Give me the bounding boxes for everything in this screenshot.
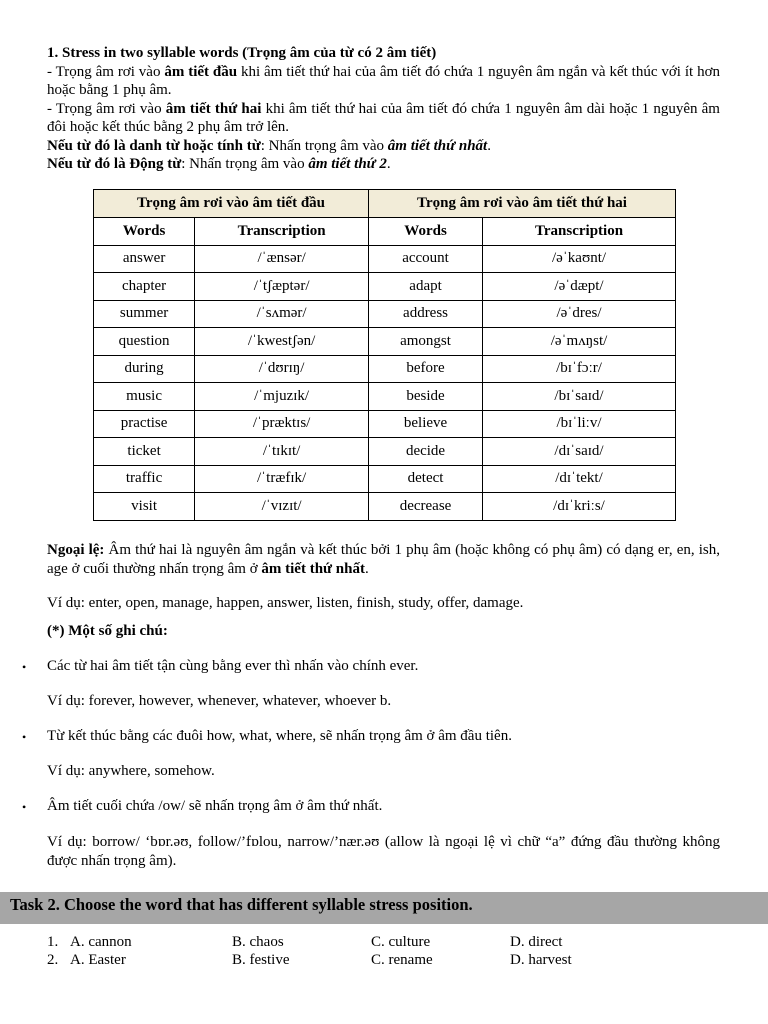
rule-noun-adjective: Nếu từ đó là danh từ hoặc tính từ: Nhấn trọng âm vào âm tiết thứ nhất.: [47, 137, 491, 154]
table-row: [94, 355, 676, 383]
word-cell: detect: [369, 465, 483, 493]
table-row: [94, 465, 676, 493]
group-header-first-syllable: Trọng âm rơi vào âm tiết đầu: [94, 190, 369, 218]
column-header: Words: [94, 218, 195, 246]
answer-option[interactable]: A. Easter: [70, 952, 126, 968]
transcription-cell: /ˈvɪzɪt/: [195, 493, 369, 521]
transcription-cell: /dɪˈtekt/: [483, 465, 676, 493]
task2-title: Task 2. Choose the word that has different syllable stress position.: [10, 895, 473, 914]
word-cell: visit: [94, 493, 195, 521]
transcription-cell: /ˈsʌmər/: [195, 300, 369, 328]
section-title: 1. Stress in two syllable words (Trọng âm của từ có 2 âm tiết): [47, 45, 437, 61]
table-row: [94, 493, 676, 521]
answer-option[interactable]: D. harvest: [510, 952, 572, 968]
section-stress-rules: [47, 44, 720, 174]
bullet-icon: •: [22, 730, 27, 744]
question-number: 1.: [47, 934, 59, 950]
question-number: 2.: [47, 952, 59, 968]
word-cell: ticket: [94, 438, 195, 466]
table-row: [94, 383, 676, 411]
stress-examples-table: [93, 189, 676, 521]
word-cell: decide: [369, 438, 483, 466]
word-cell: amongst: [369, 328, 483, 356]
transcription-cell: /dɪˈsaɪd/: [483, 438, 676, 466]
table-row: [94, 328, 676, 356]
transcription-cell: /ˈtɪkɪt/: [195, 438, 369, 466]
answer-option[interactable]: B. chaos: [232, 934, 284, 950]
note-item: Âm tiết cuối chứa /ow/ sẽ nhấn trọng âm ở âm thứ nhất.: [47, 798, 383, 814]
transcription-cell: /ˈtʃæptər/: [195, 273, 369, 301]
exception-example: Ví dụ: enter, open, manage, happen, answer, listen, finish, study, offer, damage.: [47, 595, 524, 611]
word-cell: decrease: [369, 493, 483, 521]
column-header: Words: [369, 218, 483, 246]
transcription-cell: /bɪˈfɔːr/: [483, 355, 676, 383]
table-row: [94, 438, 676, 466]
table-row: [94, 410, 676, 438]
answer-option[interactable]: A. cannon: [70, 934, 132, 950]
table-group-header-row: [94, 190, 676, 218]
word-cell: beside: [369, 383, 483, 411]
word-cell: music: [94, 383, 195, 411]
answer-option[interactable]: B. festive: [232, 952, 290, 968]
word-cell: chapter: [94, 273, 195, 301]
transcription-cell: /bɪˈsaɪd/: [483, 383, 676, 411]
transcription-cell: /əˈdres/: [483, 300, 676, 328]
transcription-cell: /əˈdæpt/: [483, 273, 676, 301]
bullet-icon: •: [22, 800, 27, 814]
task2-header-bar: [0, 892, 768, 924]
table-row: [94, 273, 676, 301]
note-example: Ví dụ: borrow/ ‘bɒr.əʊ, follow/’fɒlou, narrow/’nær.əʊ (allow là ngoại lệ vì chữ “a” đứng đầu thường không được nhấn trọng âm).: [47, 834, 720, 869]
transcription-cell: /bɪˈliːv/: [483, 410, 676, 438]
note-example: Ví dụ: forever, however, whenever, whatever, whoever b.: [47, 693, 392, 709]
exception-block: [47, 541, 720, 578]
bullet-icon: •: [22, 660, 27, 674]
note-item: Các từ hai âm tiết tận cùng bằng ever thì nhấn vào chính ever.: [47, 658, 419, 674]
answer-option[interactable]: C. culture: [371, 934, 431, 950]
rule-verb: Nếu từ đó là Động từ: Nhấn trọng âm vào âm tiết thứ 2.: [47, 156, 391, 172]
rule-second-syllable: - Trọng âm rơi vào âm tiết thứ hai khi âm tiết thứ hai của âm tiết đó chứa 1 nguyên âm dài hoặc 1 nguyên âm đôi hoặc kết thúc bằng 2 phụ âm trở lên.: [47, 100, 720, 135]
word-cell: traffic: [94, 465, 195, 493]
note-item: Từ kết thúc bằng các đuôi how, what, where, sẽ nhấn trọng âm ở âm đầu tiên.: [47, 728, 512, 744]
transcription-cell: /əˈkaʊnt/: [483, 245, 676, 273]
transcription-cell: /dɪˈkriːs/: [483, 493, 676, 521]
word-cell: adapt: [369, 273, 483, 301]
word-cell: summer: [94, 300, 195, 328]
answer-option[interactable]: C. rename: [371, 952, 433, 968]
table-column-header-row: [94, 218, 676, 246]
word-cell: during: [94, 355, 195, 383]
word-cell: believe: [369, 410, 483, 438]
group-header-second-syllable: Trọng âm rơi vào âm tiết thứ hai: [369, 190, 676, 218]
transcription-cell: /ˈdʊrɪŋ/: [195, 355, 369, 383]
transcription-cell: /ˈtræfɪk/: [195, 465, 369, 493]
word-cell: before: [369, 355, 483, 383]
transcription-cell: /ˈmjuzɪk/: [195, 383, 369, 411]
word-cell: practise: [94, 410, 195, 438]
word-cell: account: [369, 245, 483, 273]
note-example: Ví dụ: anywhere, somehow.: [47, 763, 215, 779]
table-row: [94, 300, 676, 328]
table-row: [94, 245, 676, 273]
transcription-cell: /əˈmʌŋst/: [483, 328, 676, 356]
notes-title: (*) Một số ghi chú:: [47, 623, 168, 639]
word-cell: answer: [94, 245, 195, 273]
transcription-cell: /ˈænsər/: [195, 245, 369, 273]
transcription-cell: /ˈpræktɪs/: [195, 410, 369, 438]
rule-first-syllable: - Trọng âm rơi vào âm tiết đầu khi âm tiết thứ hai của âm tiết đó chứa 1 nguyên âm ngắn và kết thúc với ít hơn hoặc bằng 1 phụ âm.: [47, 63, 721, 98]
word-cell: address: [369, 300, 483, 328]
transcription-cell: /ˈkwestʃən/: [195, 328, 369, 356]
answer-option[interactable]: D. direct: [510, 934, 563, 950]
exception-text: Ngoại lệ: Âm thứ hai là nguyên âm ngắn và kết thúc bởi 1 phụ âm (hoặc không có phụ âm) có dạng er, en, ish, age ở cuối thường nhấn trọng âm ở âm tiết thứ nhất.: [47, 542, 721, 577]
column-header: Transcription: [195, 218, 369, 246]
column-header: Transcription: [483, 218, 676, 246]
word-cell: question: [94, 328, 195, 356]
